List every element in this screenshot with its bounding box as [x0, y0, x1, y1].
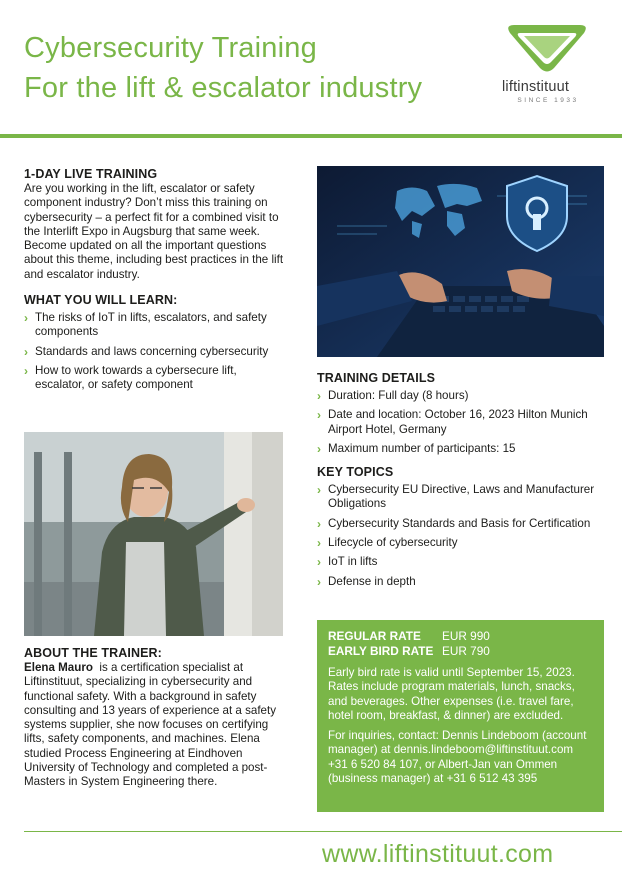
- list-item: › Date and location: October 16, 2023 Hilton Munich Airport Hotel, Germany: [317, 408, 588, 436]
- chevron-right-icon: ›: [317, 441, 321, 456]
- list-item: › Duration: Full day (8 hours): [317, 389, 469, 403]
- list-item: › IoT in lifts: [317, 555, 378, 570]
- early-rate-label: EARLY BIRD RATE: [328, 644, 434, 658]
- list-item: › Maximum number of participants: 15: [317, 441, 516, 456]
- list-item: › The risks of IoT in lifts, escalators, and safety components: [24, 311, 267, 339]
- early-rate-row: [328, 644, 593, 659]
- list-item: › Cybersecurity EU Directive, Laws and Manufacturer Obligations: [317, 483, 595, 511]
- trainer-bio-text: is a certification specialist at Liftinstituut, specializing in cybersecurity and functional safety. With a background in safety consulting and 13 years of experience at a safety systems supplier, she now focuses on certifying lifts, safety components, and machines. Elena studied Process Engineering at Eindhoven University of Technology and completed a post-Masters in System Engineering there.: [24, 661, 276, 789]
- title-line-2: For the lift & escalator industry: [24, 72, 423, 104]
- contact-info: For inquiries, contact: Dennis Lindeboom (account manager) at dennis.lindeboom@liftinstituut.com +31 6 520 84 107, or Albert-Jan van Ommen (business manager) at +31 6 512 43 395: [328, 729, 587, 786]
- rates-box: [317, 620, 604, 812]
- topics-heading: KEY TOPICS: [317, 465, 394, 480]
- rates-note: Early bird rate is valid until September 15, 2023. Rates include program materials, lunch, snacks, and beverages. Other expenses (i.e. travel fare, hotel room, breakfast, & dinner) are excluded.: [328, 666, 575, 722]
- intro-text: Are you working in the lift, escalator or safety component industry? Don’t miss this training on cybersecurity – a perfect fit for a combined visit to the Interlift Expo in Augsburg that same week. Become updated on all the important questions about this theme, including best practices in the lift and escalator industry.: [24, 182, 284, 281]
- page-title: [24, 28, 422, 108]
- chevron-right-icon: ›: [317, 408, 321, 423]
- left-column: [24, 166, 286, 398]
- chevron-right-icon: ›: [317, 574, 321, 589]
- cybersecurity-photo: [317, 166, 604, 357]
- logo-since: SINCE 1933: [517, 97, 579, 104]
- chevron-right-icon: ›: [317, 483, 321, 498]
- chevron-right-icon: ›: [317, 536, 321, 551]
- trainer-photo: [24, 432, 283, 636]
- regular-rate-price: EUR 990: [442, 629, 490, 643]
- right-column: [317, 370, 604, 594]
- chevron-right-icon: ›: [24, 363, 28, 378]
- trainer-name: Elena Mauro: [24, 661, 93, 674]
- trainer-heading: ABOUT THE TRAINER:: [24, 646, 162, 660]
- chevron-right-icon: ›: [24, 311, 28, 326]
- regular-rate-row: [328, 629, 593, 644]
- details-list: [317, 389, 604, 456]
- chevron-right-icon: ›: [317, 555, 321, 570]
- regular-rate-label: REGULAR RATE: [328, 629, 421, 643]
- website-link[interactable]: www.liftinstituut.com: [322, 840, 554, 868]
- list-item: › Defense in depth: [317, 574, 416, 589]
- logo-triangle-icon: [504, 22, 590, 76]
- header-divider: [0, 134, 622, 138]
- details-heading: TRAINING DETAILS: [317, 371, 436, 385]
- list-item: › How to work towards a cybersecure lift, escalator, or safety component: [24, 363, 237, 392]
- list-item: › Cybersecurity Standards and Basis for Certification: [317, 516, 591, 531]
- early-rate-price: EUR 790: [442, 644, 490, 658]
- footer-divider: [24, 831, 622, 832]
- chevron-right-icon: ›: [317, 389, 321, 403]
- chevron-right-icon: ›: [317, 516, 321, 531]
- learn-list: [24, 311, 286, 392]
- learn-heading: WHAT YOU WILL LEARN:: [24, 293, 178, 308]
- chevron-right-icon: ›: [24, 344, 28, 359]
- trainer-section: [24, 645, 286, 790]
- intro-heading: 1-DAY LIVE TRAINING: [24, 167, 158, 181]
- list-item: › Lifecycle of cybersecurity: [317, 536, 458, 551]
- list-item: › Standards and laws concerning cybersecurity: [24, 344, 269, 359]
- logo-wordmark: liftinstituut: [502, 79, 570, 95]
- topics-list: [317, 483, 604, 589]
- title-line-1: Cybersecurity Training: [24, 32, 317, 64]
- trainer-bio: [24, 661, 286, 790]
- liftinstituut-logo: [502, 22, 594, 104]
